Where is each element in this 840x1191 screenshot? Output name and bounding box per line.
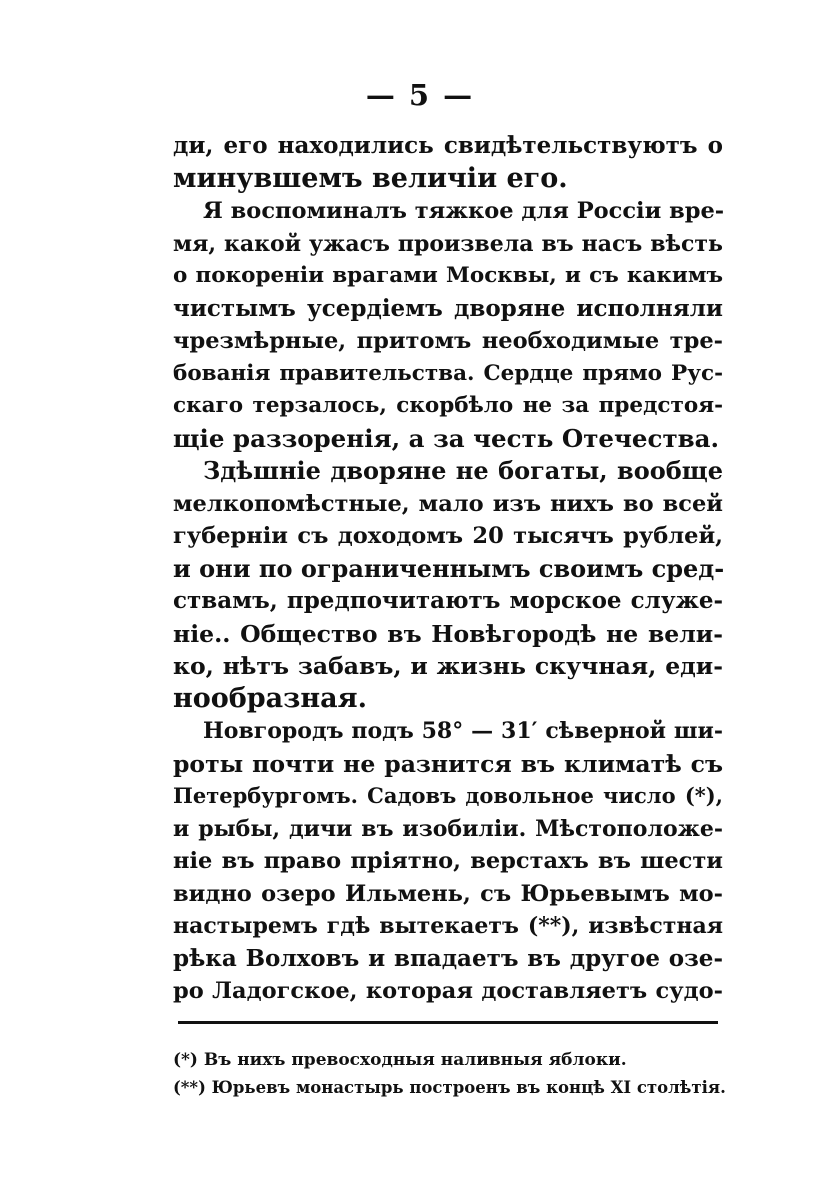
footnote: (**) Юрьевъ монастырь построенъ въ концѣ XI столѣтія. xyxy=(173,1078,726,1097)
text-line: Новгородъ подъ 58° — 31′ сѣверной ши- xyxy=(203,718,723,744)
paragraph xyxy=(173,195,723,455)
text-line: и рыбы, дичи въ изобиліи. Мѣстоположе- xyxy=(173,815,723,842)
text-line: скаго терзалось, скорбѣло не за предстоя- xyxy=(173,393,723,418)
text-line: ніе въ право пріятно, верстахъ въ шести xyxy=(173,848,723,874)
text-line: чистымъ усердіемъ дворяне исполняли xyxy=(173,294,723,322)
text-line: мелкопомѣстные, мало изъ нихъ во всей xyxy=(173,490,723,517)
text-line: видно озеро Ильмень, съ Юрьевымъ мо- xyxy=(173,880,723,907)
text-line: щіе раззоренія, а за честь Отечества. xyxy=(173,423,720,453)
text-line: ди, его находились свидѣтельствуютъ о xyxy=(173,132,723,159)
text-line: о покореніи врагами Москвы, и съ какимъ xyxy=(173,263,723,288)
text-line: настыремъ гдѣ вытекаетъ (**), извѣстная xyxy=(173,913,723,939)
text-line: ко, нѣтъ забавъ, и жизнь скучная, еди- xyxy=(173,652,723,680)
text-line: чрезмѣрные, притомъ необходимые тре- xyxy=(173,328,723,354)
text-line: ствамъ, предпочитаютъ морское служе- xyxy=(173,587,723,614)
paragraph xyxy=(173,130,723,195)
text-line: минувшемъ величіи его. xyxy=(173,162,568,194)
footnotes xyxy=(173,1046,733,1102)
body-text xyxy=(173,130,723,1008)
text-line: нообразная. xyxy=(173,682,367,714)
text-line: рѣка Волховъ и впадаетъ въ другое озе- xyxy=(173,944,723,972)
paragraph xyxy=(173,455,723,715)
text-line: мя, какой ужасъ произвела въ насъ вѣсть xyxy=(173,230,723,257)
text-line: Я воспоминалъ тяжкое для Россіи вре- xyxy=(203,198,725,224)
footnote-divider xyxy=(178,1021,718,1024)
text-line: роты почти не разнится въ климатѣ съ xyxy=(173,749,723,778)
footnote: (*) Въ нихъ превосходныя наливныя яблоки. xyxy=(173,1050,627,1070)
text-line: Петербургомъ. Садовъ довольное число (*), xyxy=(173,783,723,808)
text-line: ніе.. Общество въ Новѣгородѣ не вели- xyxy=(173,619,723,648)
page-number: — 5 — xyxy=(365,78,475,112)
text-line: губерніи съ доходомъ 20 тысячъ рублей, xyxy=(173,523,723,549)
text-line: Здѣшніе дворяне не богаты, вообще xyxy=(203,456,723,485)
paragraph xyxy=(173,715,723,1008)
text-line: и они по ограниченнымъ своимъ сред- xyxy=(173,553,725,583)
text-line: ро Ладогское, которая доставляетъ судо- xyxy=(173,978,723,1004)
text-line: бованія правительства. Сердце прямо Рус- xyxy=(173,360,723,386)
